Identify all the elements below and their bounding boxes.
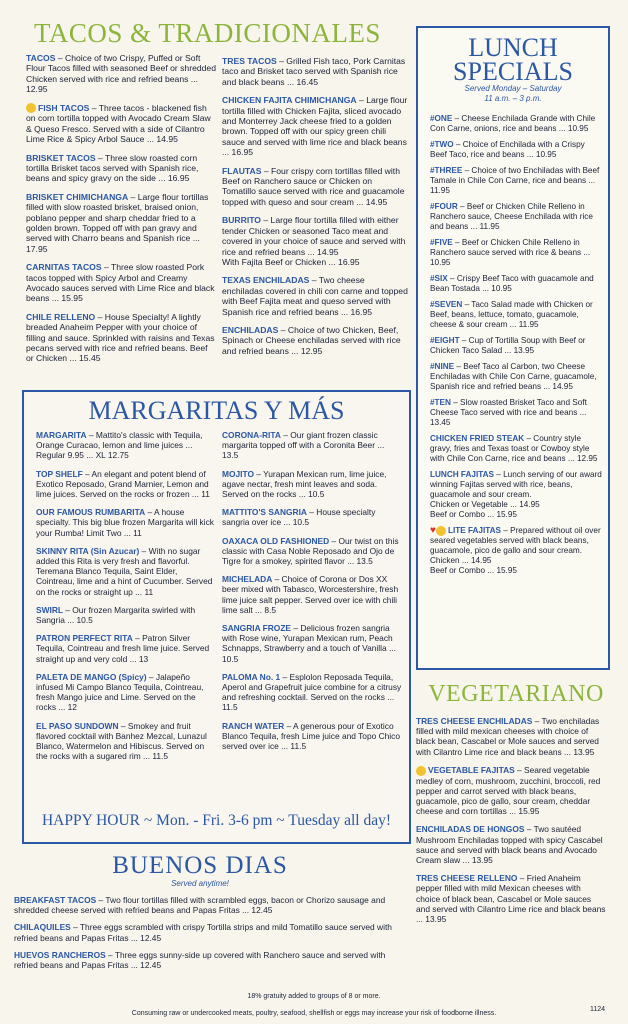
menu-item	[14, 895, 404, 915]
item-desc: – Three tacos - blackened fish on corn tortilla topped with Avocado Cream Slaw & Queso Fresco. Served with a side of Cilantro Lime Rice & Spicy Arbol Sauce ... 14.95	[26, 102, 211, 145]
drink-item	[36, 633, 218, 664]
item-desc: – Grilled Fish taco, Pork Carnitas taco and Brisket taco served with Spanish rice and black beans ... 16.45	[222, 56, 406, 87]
menu-item	[222, 275, 408, 317]
menu-item	[26, 53, 216, 95]
menu-item	[430, 274, 602, 294]
drink-item	[36, 605, 218, 625]
menu-item	[416, 716, 606, 757]
item-name: #THREE	[430, 166, 463, 175]
item-desc: – A house specialty. This big blue frozen Margarita will kick your Rumba! Limit Two ... 11	[36, 507, 214, 538]
item-desc: – Seared vegetable medley of corn, mushroom, zucchini, broccoli, red pepper and carrot served with black beans, guacamole, pico de gallo, sour cream, cheddar cheese and corn tortillas ... 15.95	[416, 764, 601, 817]
item-name: CHILAQUILES	[14, 922, 71, 933]
drink-item	[222, 672, 402, 713]
lunch-title	[418, 33, 608, 86]
menu-item	[430, 398, 602, 428]
item-desc: – Three slow roasted corn tortilla Brisket tacos served with Spanish rice, beans and spicy gravy on the side ... 16.95	[26, 152, 199, 184]
drink-item	[222, 536, 402, 567]
menu-item	[430, 238, 602, 268]
item-desc: – Crispy Beef Taco with guacamole and Bean Tostada ... 10.95	[430, 274, 594, 293]
lunch-title-line2: SPECIALS	[453, 57, 573, 86]
margaritas-box	[22, 390, 411, 844]
drink-item	[36, 507, 218, 538]
menu-item	[222, 325, 408, 356]
item-desc: – An elegant and potent blend of Exotico Reposado, Grand Marnier, Lemon and lime juices. Served on the rocks or frozen ... 11	[36, 468, 210, 500]
heart-icon: ♥	[430, 525, 436, 537]
item-desc: – Fried Anaheim pepper filled with mild Mexican cheeses with choice of black bean, Cascabel or Mole sauces and served with Cilantro Lime rice and black beans ... 13.95	[416, 873, 606, 925]
menu-item	[430, 114, 602, 134]
menu-item	[26, 153, 216, 184]
item-desc: – Two cheese enchiladas covered in chili con carne and topped with Beef Fajita meat and queso served with Spanish rice and refried beans ... 16.95	[222, 275, 408, 317]
item-name: EL PASO SUNDOWN	[36, 720, 119, 731]
item-name: #SIX	[430, 274, 448, 283]
item-name: CARNITAS TACOS	[26, 262, 102, 273]
drink-item	[222, 507, 402, 527]
lunch-specials-box	[416, 26, 610, 670]
buenos-dias-list	[14, 895, 404, 977]
item-desc: – Esplolon Reposada Tequila, Aperol and Grapefruit juice combine for a citrusy and refreshing cocktail. Served on the rocks ... 11.5	[222, 671, 402, 713]
item-extra: Beef or Combo ... 15.95	[430, 566, 517, 576]
item-desc: – Taco Salad made with Chicken or Beef, beans, lettuce, tomato, guacamole, cheese & sour cream ... 11.95	[430, 300, 593, 329]
menu-item	[222, 166, 408, 208]
item-desc: – Choice of Enchilada with a Crispy Beef Taco, rice and beans ... 10.95	[430, 140, 585, 159]
drink-item	[36, 672, 218, 713]
item-name: TRES CHEESE ENCHILADAS	[416, 716, 533, 726]
drink-item	[222, 430, 402, 461]
item-extra: With Fajita Beef or Chicken ... 16.95	[222, 256, 360, 267]
menu-item	[430, 470, 602, 520]
lunch-title-line1: LUNCH	[468, 33, 558, 62]
drink-item	[36, 721, 218, 762]
tacos-title: TACOS & TRADICIONALES	[34, 18, 381, 48]
menu-item	[26, 262, 216, 304]
item-name: TRES CHEESE RELLENO	[416, 873, 518, 884]
drink-item	[222, 469, 402, 500]
item-desc: – Cheese Enchilada Grande with Chile Con Carne, onions, rice and beans ... 10.95	[430, 114, 596, 133]
item-name: BRISKET CHIMICHANGA	[26, 191, 129, 202]
item-extra: Beef or Combo ... 15.95	[430, 510, 517, 519]
item-desc: – Three eggs scrambled with crispy Tortilla strips and mild Tomatillo sauce served with refried beans and Papas Fritas ... 12.45	[14, 922, 392, 943]
item-name: PALOMA No. 1	[222, 671, 281, 682]
item-name: SWIRL	[36, 604, 63, 615]
item-name: TOP SHELF	[36, 468, 83, 479]
item-name: #TWO	[430, 140, 454, 149]
item-name: #TEN	[430, 398, 451, 407]
item-name: OUR FAMOUS RUMBARITA	[36, 507, 146, 518]
drink-item	[36, 546, 218, 597]
item-name: LUNCH FAJITAS	[430, 470, 494, 479]
item-desc: – Our giant frozen classic margarita topped off with a Coronita Beer ... 13.5	[222, 430, 385, 461]
drink-item	[222, 623, 402, 664]
item-name: #FOUR	[430, 202, 458, 211]
item-name: #ONE	[430, 114, 453, 123]
menu-item	[430, 202, 602, 232]
item-name: MOJITO	[222, 468, 254, 479]
menu-item	[430, 166, 602, 196]
item-name: SKINNY RITA (Sin Azucar)	[36, 545, 140, 556]
healthy-badge-icon	[26, 103, 36, 113]
item-desc: – Beef or Chicken Chile Relleno in Ranchero sauce, Cheese Enchilada with rice and beans ... 11.95	[430, 202, 593, 231]
item-desc: – Three slow roasted Pork tacos topped with Spicy Arbol and Creamy Avocado sauces served with Lime Rice and black beans ... 15.95	[26, 262, 215, 304]
item-desc: – A generous pour of Exotico Blanco Tequila, fresh Lime juice and Topo Chico served over ice ... 11.5	[222, 720, 400, 752]
item-desc: – With no sugar added this Rita is very fresh and flavorful. Teremana Blanco Tequila, Saint Elder, Cointreau, lime and a hint of Cucumber. Served on the rocks or straight up ... 11	[36, 545, 213, 597]
item-name: BREAKFAST TACOS	[14, 895, 97, 905]
item-name: MICHELADA	[222, 574, 273, 585]
item-name: RANCH WATER	[222, 720, 285, 731]
item-name: MARGARITA	[36, 430, 87, 440]
item-name: CORONA-RITA	[222, 430, 281, 440]
item-name: BURRITO	[222, 215, 261, 226]
item-desc: – House specialty sangria over ice ... 10.5	[222, 507, 376, 528]
item-desc: – Two flour tortillas filled with scrambled eggs, bacon or Chorizo sausage and shredded cheese served with refried beans and Papas Fritas ... 12.45	[14, 895, 386, 916]
item-desc: – House Specialty! A lightly breaded Anaheim Pepper with your choice of filling and sauce. Sprinkled with raisins and Texas pecans served with rice and refried beans. Beef or Chicken ... 15.45	[26, 311, 215, 364]
happy-hour-banner: HAPPY HOUR ~ Mon. - Fri. 3-6 pm ~ Tuesday all day!	[41, 812, 392, 829]
menu-code: 1124	[590, 1006, 606, 1013]
item-desc: – Jalapeño infused Mi Campo Blanco Tequila, Cointreau, fresh Mango juice and Lime. Served on the rocks ... 12	[36, 671, 204, 713]
menu-item	[430, 336, 602, 356]
item-name: #SEVEN	[430, 300, 463, 309]
menu-item	[222, 215, 408, 267]
item-name: CHICKEN FRIED STEAK	[430, 434, 525, 443]
item-desc: – Mattito's classic with Tequila, Orange Curacao, lemon and lime juices ... Regular 9.95 ... XL 12.75	[36, 430, 203, 461]
item-name: BRISKET TACOS	[26, 152, 96, 163]
drink-item	[222, 721, 402, 752]
item-desc: – Our twist on this classic with Casa Noble Reposado and Ojo de Tigre for a smokey, spirited flavor ... 13.5	[222, 535, 399, 567]
menu-item	[14, 950, 404, 970]
buenos-dias-title: BUENOS DIAS	[112, 852, 288, 879]
menu-item	[26, 312, 216, 364]
item-desc: – Large flour tortilla filled with either tender Chicken or seasoned Taco meat and covered in your choice of sauce and served with rice and refried beans ... 14.95	[222, 215, 406, 257]
food-safety-warning: Consuming raw or undercooked meats, poultry, seafood, shellfish or eggs may increase your risk of foodborne illness.	[131, 1010, 497, 1017]
item-desc: – Choice of two Crispy, Puffed or Soft Flour Tacos filled with seasoned Beef or shredded Chicken served with rice and refried beans ... 12.95	[26, 53, 216, 95]
item-desc: – Smokey and fruit flavored cocktail with Banhez Mezcal, Lunazul Blanco, Watermelon and Hibiscus. Served on the rocks with a sugared rim ... 11.5	[36, 720, 207, 762]
item-name: VEGETABLE FAJITAS	[428, 764, 515, 775]
item-desc: – Large flour tortilla filled with Chicken Fajita, sliced avocado and Monterrey Jack cheese fried to a golden brown. Topped off with our spicy green chili sauce and served with lime rice and black beans ... 16.95	[222, 95, 408, 158]
item-name: TRES TACOS	[222, 56, 277, 66]
item-desc: – Delicious frozen sangria with Rose wine, Yurapan Mexican rum, Peach Schnapps, Strawberry and a touch of Vanilla ... 10.5	[222, 623, 396, 664]
item-desc: – Two enchiladas filled with mild mexican cheeses with choice of black bean, Cascabel or Mole sauces and served with Cilantro Lime rice and black beans ... 13.95	[416, 716, 600, 757]
margaritas-right-column	[222, 430, 402, 759]
lunch-hours: 11 a.m. – 3 p.m.	[484, 94, 542, 103]
item-desc: – Beef Taco al Carbon, two Cheese Enchiladas with Chile Con Carne, guacamole, Spanish rice and refried beans ... 14.95	[430, 362, 597, 391]
gratuity-note: 18% gratuity added to groups of 8 or more.	[247, 993, 381, 1000]
menu-item	[430, 140, 602, 160]
item-name: #FIVE	[430, 238, 453, 247]
item-name: PALETA DE MANGO (Spicy)	[36, 671, 147, 682]
item-desc: – Four crispy corn tortillas filled with Beef on Ranchero sauce or Chicken on Tomatillo sauce served with rice and guacamole topped with queso and sour cream ... 14.95	[222, 165, 405, 207]
item-desc: – Country style gravy, fries and Texas toast or Cowboy style with Chile Con Carne, rice and beans ... 12.95	[430, 434, 598, 463]
item-desc: – Beef or Chicken Chile Relleno in Ranchero sauce served with rice & beans ... 10.95	[430, 238, 591, 267]
item-desc: – Two sautéed Mushroom Enchiladas topped with spicy Cascabel sauce and served with black beans and Avocado Cream slaw ... 13.95	[416, 824, 603, 866]
menu-item	[430, 434, 602, 464]
menu-item	[416, 873, 606, 924]
item-desc: – Prepared without oil over seared vegetables served with black beans, guacamole, pico de gallo and sour cream. Chicken ... 14.95	[430, 526, 601, 566]
item-name: ENCHILADAS	[222, 324, 279, 335]
item-desc: – Three eggs sunny-side up covered with Ranchero sauce and served with refried beans and Papas Fritas ... 12.45	[14, 949, 386, 971]
item-name: #NINE	[430, 362, 455, 371]
item-desc: – Yurapan Mexican rum, lime juice, agave nectar, fresh mint leaves and soda. Served on the rocks ... 10.5	[222, 468, 387, 500]
item-name: TACOS	[26, 53, 56, 63]
item-name: CHILE RELLENO	[26, 311, 96, 322]
menu-item	[26, 192, 216, 254]
margaritas-title: MARGARITAS Y MÁS	[88, 396, 345, 425]
buenos-dias-subtitle: Served anytime!	[171, 879, 229, 888]
item-name: ENCHILADAS DE HONGOS	[416, 824, 525, 835]
item-name: MATTITO'S SANGRIA	[222, 507, 307, 518]
item-extra: Chicken or Vegetable ... 14.95	[430, 500, 540, 509]
item-name: FISH TACOS	[38, 102, 90, 113]
item-name: #EIGHT	[430, 336, 460, 345]
drink-item	[36, 469, 218, 500]
vegetariano-title: VEGETARIANO	[428, 681, 604, 707]
item-name: SANGRIA FROZE	[222, 623, 292, 634]
item-desc: – Our frozen Margarita swirled with Sangria ... 10.5	[36, 604, 196, 626]
item-desc: – Choice of Corona or Dos XX beer mixed with Tabasco, Worcestershire, fresh lime juice salt pepper. Served over ice with chili lime salt ... 8.5	[222, 574, 399, 615]
menu-item	[26, 103, 216, 145]
item-name: LITE FAJITAS	[447, 526, 502, 536]
item-desc: – Cup of Tortilla Soup with Beef or Chicken Taco Salad ... 13.95	[430, 336, 586, 355]
tacos-right-column	[222, 56, 408, 364]
lunch-days: Served Monday – Saturday	[464, 84, 562, 93]
menu-item	[222, 56, 408, 87]
vegetariano-list	[416, 716, 606, 932]
item-desc: – Slow roasted Brisket Taco and Soft Cheese Taco served with rice and beans ... 13.45	[430, 398, 587, 427]
item-name: OAXACA OLD FASHIONED	[222, 535, 330, 546]
item-desc: – Choice of two Chicken, Beef, Spinach or Cheese enchiladas served with rice and refried beans ... 12.95	[222, 324, 401, 356]
margaritas-left-column	[36, 430, 218, 769]
drink-item	[222, 574, 402, 615]
menu-item	[430, 362, 602, 392]
menu-item	[416, 765, 606, 817]
menu-item	[430, 526, 602, 576]
item-name: FLAUTAS	[222, 165, 262, 176]
drink-item	[36, 430, 218, 461]
item-name: CHICKEN FAJITA CHIMICHANGA	[222, 95, 357, 106]
menu-item	[416, 824, 606, 865]
healthy-badge-icon	[436, 526, 446, 536]
item-desc: – Patron Silver Tequila, Cointreau and fresh lime juice. Served straight up and very cold ... 13	[36, 633, 210, 664]
item-name: HUEVOS RANCHEROS	[14, 949, 106, 960]
item-name: TEXAS ENCHILADAS	[222, 275, 310, 286]
item-desc: – Large flour tortillas filled with slow roasted brisket, braised onion, poblano pepper and sharp cheddar fried to a golden brown. Topped off with pan gravy and served with Charro beans and Spanish rice ... 17.95	[26, 191, 209, 254]
lunch-list	[430, 114, 602, 582]
item-name: PATRON PERFECT RITA	[36, 633, 133, 644]
menu-item	[222, 95, 408, 157]
menu-item	[14, 922, 404, 942]
menu-item	[430, 300, 602, 330]
tacos-left-column	[26, 53, 216, 372]
item-desc: – Choice of two Enchiladas with Beef Tamale in Chile Con Carne, rice and beans ... 11.95	[430, 166, 600, 195]
item-desc: – Lunch serving of our award winning Fajitas served with rice, beans, guacamole and sour cream.	[430, 470, 602, 499]
healthy-badge-icon	[416, 766, 426, 776]
